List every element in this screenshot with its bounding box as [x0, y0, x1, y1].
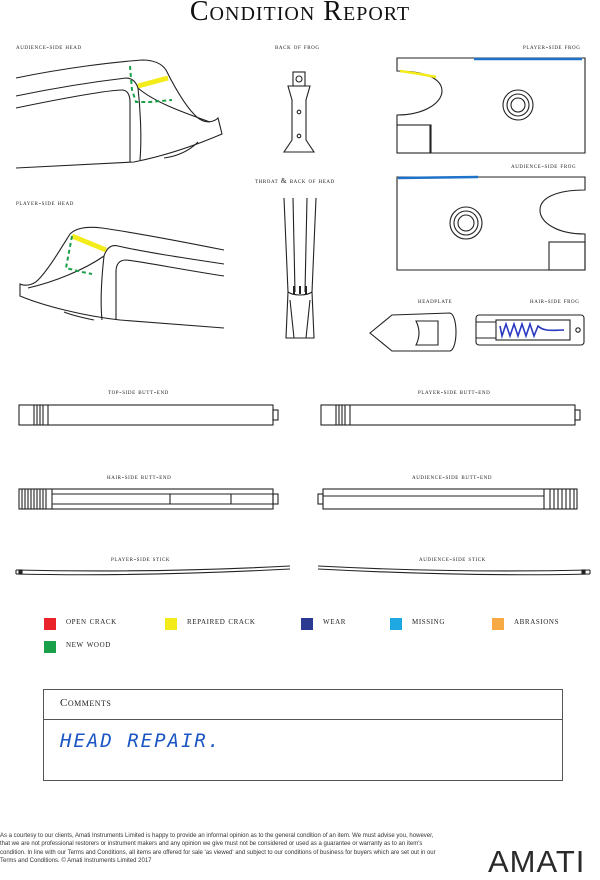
- legend-label: open crack: [66, 617, 117, 627]
- label-hair-side-frog: hair-side frog: [530, 296, 580, 305]
- comments-box[interactable]: [43, 689, 563, 781]
- legend-label: repaired crack: [187, 617, 256, 627]
- label-player-side-frog: player-side frog: [523, 42, 581, 51]
- repaired-crack-mark-player: [72, 236, 106, 250]
- label-player-side-stick: player-side stick: [111, 554, 171, 563]
- missing-mark-audience-frog: [398, 177, 478, 178]
- label-player-side-butt-end: player-side butt-end: [418, 387, 491, 396]
- label-audience-side-butt-end: audience-side butt-end: [412, 472, 493, 481]
- wear-mark-hair-frog: [500, 324, 564, 336]
- open-crack-swatch: [44, 618, 56, 630]
- footer-disclaimer: As a courtesy to our clients, Amati Instruments Limited is happy to provide an informal opinion as to the general condition of an item. We must advise you, however, that we are not professional restorers or instrument makers and any opinion we give must not be considered or used as a guarantee or warranty as to an item's condition. In line with our Terms and Conditions, all items are offered for sale 'as viewed' and subject to our conditions of business for buyers which are set out in our Terms and Conditions. © Amati Instruments Limited 2017: [0, 833, 436, 865]
- player-side-stick-drawing: [14, 562, 294, 578]
- player-side-frog-drawing: [394, 55, 590, 157]
- hair-side-frog-drawing: [474, 312, 586, 348]
- audience-side-head-drawing: [14, 56, 228, 176]
- comments-title: Comments: [60, 697, 112, 709]
- label-headplate: headplate: [418, 296, 453, 305]
- hair-side-butt-end-drawing: [16, 486, 280, 512]
- label-audience-side-frog: audience-side frog: [511, 161, 577, 170]
- label-hair-side-butt-end: hair-side butt-end: [107, 472, 172, 481]
- label-top-side-butt-end: top-side butt-end: [108, 387, 169, 396]
- player-side-head-drawing: [14, 224, 228, 344]
- legend-label: new wood: [66, 640, 111, 650]
- headplate-drawing: [366, 311, 462, 353]
- label-audience-side-head: audience-side head: [16, 42, 82, 51]
- legend-label: abrasions: [514, 617, 560, 627]
- repaired-crack-mark-frog: [400, 71, 436, 77]
- label-throat-back-of-head: throat & back of head: [255, 176, 335, 185]
- page-title: Condition Report: [189, 0, 411, 27]
- wear-swatch: [301, 618, 313, 630]
- label-audience-side-stick: audience-side stick: [419, 554, 486, 563]
- back-of-frog-drawing: [280, 70, 318, 156]
- repaired-crack-mark: [138, 78, 168, 86]
- throat-back-of-head-drawing: [280, 196, 320, 342]
- new-wood-swatch: [44, 641, 56, 653]
- brand-logo: AMATI: [488, 844, 586, 879]
- label-player-side-head: player-side head: [16, 198, 74, 207]
- top-side-butt-end-drawing: [16, 402, 280, 428]
- audience-side-butt-end-drawing: [318, 486, 582, 512]
- audience-side-stick-drawing: [314, 562, 594, 578]
- missing-swatch: [390, 618, 402, 630]
- player-side-butt-end-drawing: [318, 402, 582, 428]
- legend-label: wear: [323, 617, 347, 627]
- label-back-of-frog: back of frog: [275, 42, 320, 51]
- abrasions-swatch: [492, 618, 504, 630]
- comments-header: [44, 690, 562, 720]
- legend-label: missing: [412, 617, 445, 627]
- comments-handwritten-text: HEAD REPAIR.: [60, 730, 222, 752]
- audience-side-frog-drawing: [394, 174, 590, 274]
- repaired-crack-swatch: [165, 618, 177, 630]
